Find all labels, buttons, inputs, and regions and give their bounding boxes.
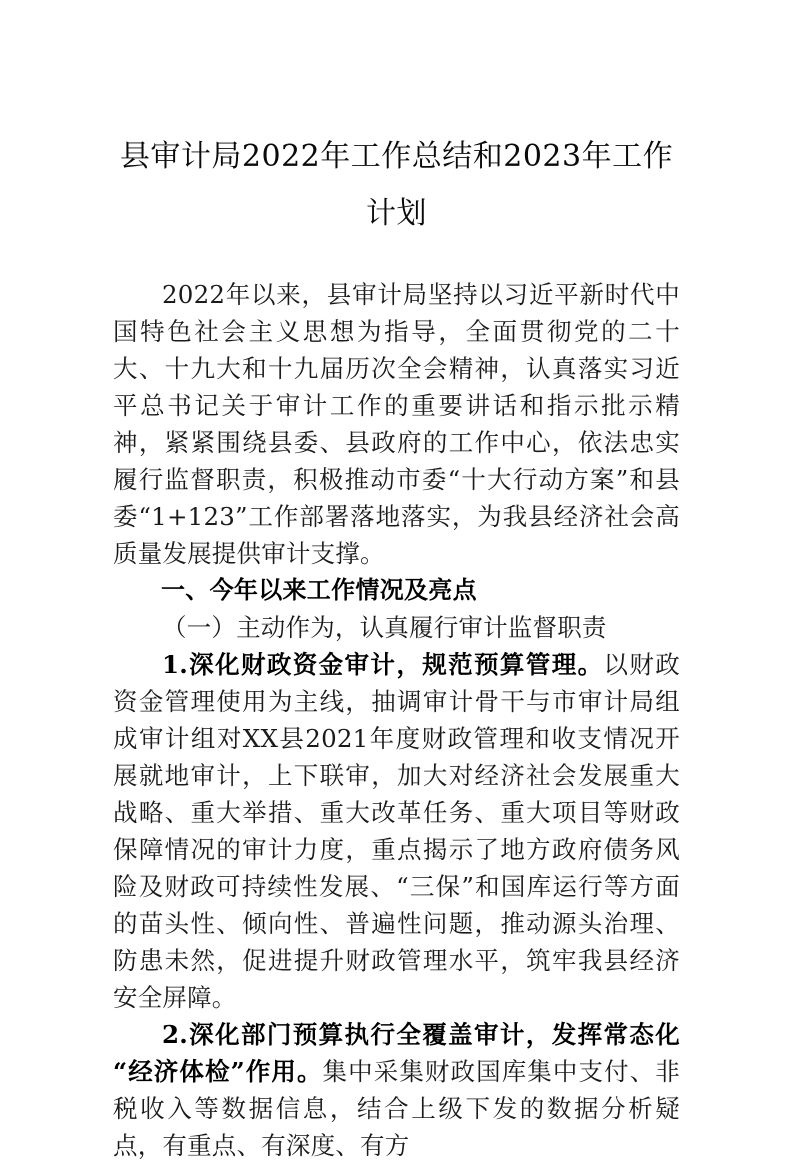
page-title: 县审计局2022年工作总结和2023年工作计划	[119, 139, 674, 231]
numbered-item-1-lead: 1.深化财政资金审计，规范预算管理。	[162, 650, 604, 679]
heading-subsection-1-1: （一）主动作为，认真履行审计监督职责	[162, 613, 607, 642]
heading-section-1: 一、今年以来工作情况及亮点	[161, 576, 477, 604]
numbered-item-1	[113, 646, 680, 1016]
numbered-item-2-lead: 2.深化部门预算执行全覆盖审计，发挥常态化“经济体检”作用。	[113, 1020, 680, 1086]
numbered-item-2-body: 集中采集财政国库集中支付、非税收入等数据信息，结合上级下发的数据分析疑点，有重点、有深度、有方	[113, 1057, 680, 1160]
numbered-item-1-body: 以财政资金管理使用为主线，抽调审计骨干与市审计局组成审计组对XX县2021年度财政管理和收支情况开展就地审计，上下联审，加大对经济社会发展重大战略、重大举措、重大改革任务、重大项目等财政保障情况的审计力度，重点揭示了地方政府债务风险及财政可持续性发展、“三保”和国库运行等方面的苗头性、倾向性、普遍性问题，推动源头治理、防患未然，促进提升财政管理水平，筑牢我县经济安全屏障。	[113, 650, 680, 1012]
numbered-item-2	[113, 1016, 680, 1164]
document-body	[113, 276, 680, 1164]
paragraph-intro: 2022年以来，县审计局坚持以习近平新时代中国特色社会主义思想为指导，全面贯彻党的二十大、十九大和十九届历次全会精神，认真落实习近平总书记关于审计工作的重要讲话和指示批示精神，紧紧围绕县委、县政府的工作中心，依法忠实履行监督职责，积极推动市委“十大行动方案”和县委“1+123”工作部署落地落实，为我县经济社会高质量发展提供审计支撑。	[113, 280, 680, 568]
